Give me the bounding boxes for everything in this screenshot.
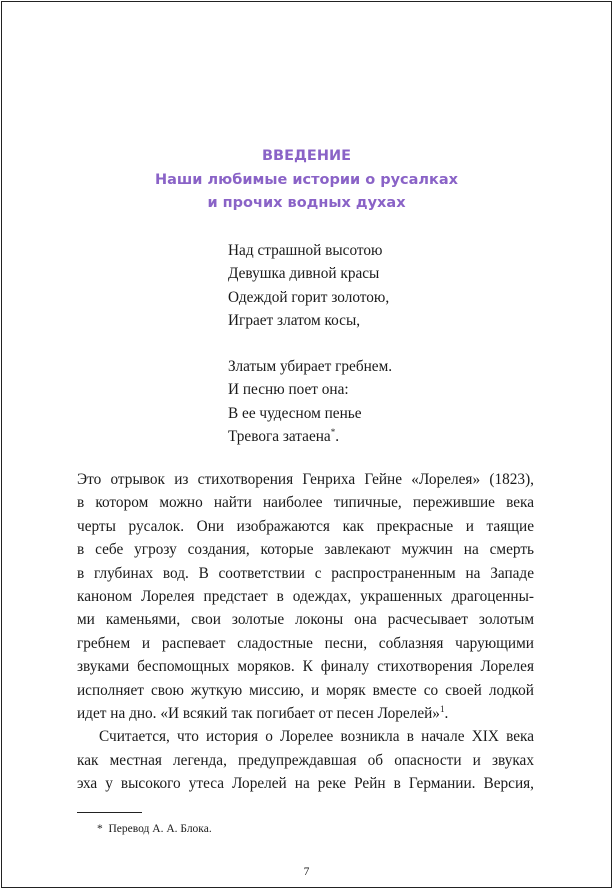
text-line: гребнем и распевает сладостные песни, соблазняя чарующими (77, 634, 534, 652)
chapter-title-line-2: и прочих водных духах (207, 195, 406, 211)
poem-line: Девушка дивной красы (228, 265, 380, 283)
text-line: эха у высокого утеса Лорелей на реке Рейн в Германии. Версия, (77, 775, 534, 793)
poem-line-end: . (335, 428, 340, 446)
poem-line: И песню поет она: (228, 381, 349, 399)
body-text (77, 468, 534, 796)
text-line: звуками беспомощных моряков. К финалу стихотворения Лорелея (77, 658, 534, 676)
endnote-ref: 1 (439, 703, 445, 714)
poem-line: Над страшной высотою (228, 242, 383, 259)
text-line: ми каменьями, свои золотые локоны она расчесывает золотым (77, 611, 534, 629)
text-line: исполняет свою жуткую миссию, и моряк вместе со своей лодкой (77, 681, 534, 699)
page-number: 7 (303, 866, 310, 878)
footnote-text: Перевод А. А. Блока. (108, 823, 212, 835)
poem-line: Играет златом косы, (228, 311, 361, 329)
chapter-title-line-1: Наши любимые истории о русалках (154, 171, 459, 188)
text-line: как местная легенда, предупреждавшая об опасности и звуках (77, 751, 534, 769)
text-line: черты русалок. Они изображаются как прекрасные и таящие (77, 517, 534, 535)
text-line: Это отрывок из стихотворения Генриха Гейне «Лорелея» (1823), (77, 471, 534, 488)
text-line-content: идет на дно. «И всякий так погибает от песен Лорелей» (77, 705, 440, 723)
footnote-divider (77, 812, 142, 813)
book-page (1, 1, 612, 888)
footnote (97, 823, 212, 835)
text-line: Считается, что история о Лорелее возникла в начале XIX века (99, 728, 534, 746)
poem-line: В ее чудесном пенье (228, 404, 362, 422)
text-line: в глубинах вод. В соответствии с распространенным на Западе (77, 564, 534, 582)
chapter-label: ВВЕДЕНИЕ (261, 148, 351, 164)
poem-epigraph (228, 239, 392, 448)
text-line: в котором можно найти наиболее типичные, пережившие века (77, 494, 534, 512)
poem-line: Одеждой горит золотою, (228, 288, 390, 306)
poem-line (228, 425, 392, 448)
text-line: идет на дно. «И всякий так погибает от песен Лорелей»$^1$. (77, 703, 449, 723)
poem-line-text: Тревога затаена (228, 428, 331, 446)
poem-stanza-1 (228, 239, 392, 332)
poem-stanza-2 (228, 355, 392, 448)
text-line: каноном Лорелея предстает в одеждах, украшенных драгоценны- (77, 588, 534, 606)
footnote-marker: * (97, 823, 103, 835)
poem-line: Златым убирает гребнем. (228, 358, 393, 376)
chapter-heading (2, 145, 611, 216)
footnote-marker: * (330, 426, 336, 437)
text-line: в себе угрозу создания, которые завлекают мужчин на смерть (77, 541, 534, 559)
